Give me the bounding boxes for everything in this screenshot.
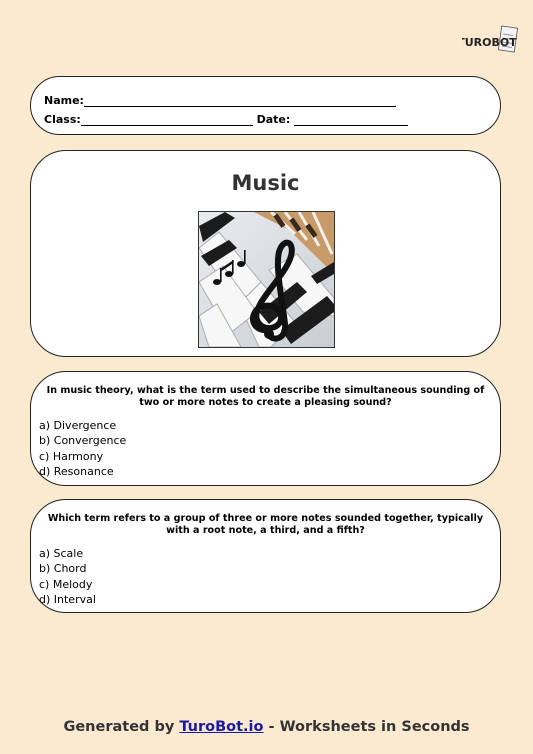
option-b[interactable]: b) Convergence (39, 434, 127, 448)
logo-text: TUROBOT (462, 36, 517, 49)
answer-options (39, 418, 126, 479)
name-field[interactable] (84, 96, 396, 107)
class-label: Class: (44, 113, 81, 126)
date-field[interactable] (294, 115, 408, 126)
question-card-1 (30, 371, 501, 486)
option-c[interactable]: c) Melody (39, 577, 93, 591)
footer-suffix: - Worksheets in Seconds (263, 719, 470, 735)
turobot-logo (462, 24, 518, 60)
answer-options (39, 546, 96, 607)
footer (0, 719, 533, 735)
footer-prefix: Generated by (63, 719, 180, 735)
option-a[interactable]: a) Scale (39, 547, 84, 560)
option-d[interactable]: d) Resonance (39, 464, 114, 478)
worksheet-title: Music (231, 171, 300, 195)
music-illustration (198, 211, 335, 348)
question-card-2 (30, 499, 501, 613)
option-b[interactable]: b) Chord (39, 562, 87, 576)
option-c[interactable]: c) Harmony (39, 449, 104, 463)
name-label: Name: (44, 94, 84, 107)
student-info-card (30, 76, 501, 135)
title-card (30, 150, 501, 357)
question-text: In music theory, what is the term used to describe the simultaneous sounding of two or more notes to create a pleasing sound? (46, 385, 485, 408)
question-text: Which term refers to a group of three or more notes sounded together, typically with a root note, a third, and a fifth? (47, 513, 484, 536)
option-a[interactable]: a) Divergence (39, 419, 117, 432)
option-d[interactable]: d) Interval (39, 592, 96, 606)
class-field[interactable] (81, 115, 253, 126)
turobot-link[interactable]: TuroBot.io (179, 719, 264, 735)
date-label: Date: (256, 113, 291, 126)
